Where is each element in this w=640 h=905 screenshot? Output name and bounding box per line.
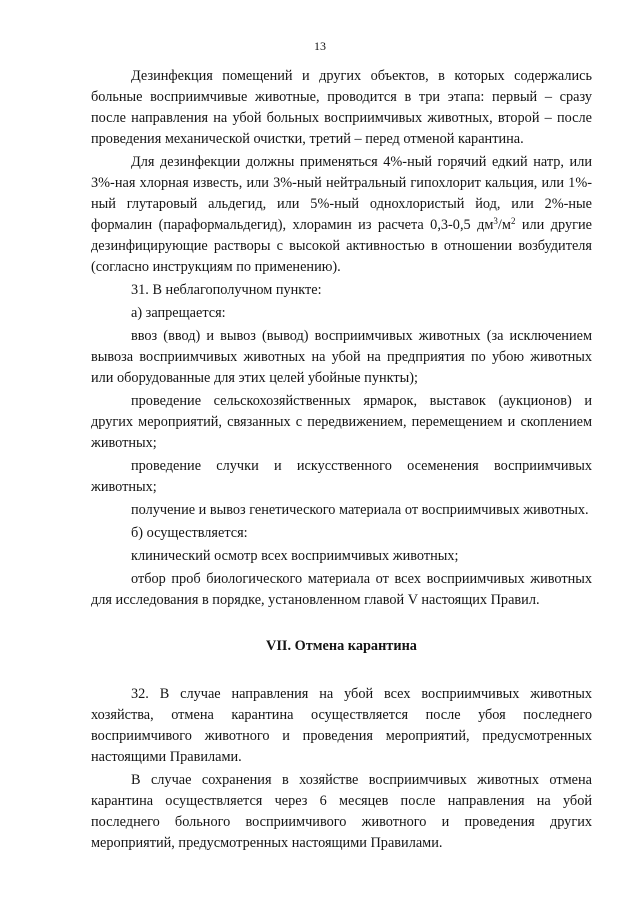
disinfectants-text: Для дезинфекции должны применяться 4%-ный горячий едкий натр, или 3%-ная хлорная известь, или 3%-ный нейтральный гипохлорит кальция, или 1%-ный глутаровый альдегид, или 5%-ный однохлористый йод, или 2%-ные формалин (параформальдегид), хлорамин из расчета 0,3-0,5 дм: [91, 154, 592, 233]
paragraph-quarantine-lifting: В случае сохранения в хозяйстве восприимчивых животных отмена карантина осуществляется через 6 месяцев после направления на убой последнего больного восприимчивого животного и проведения других мероприятий, предусмотренных настоящими Правилами.: [91, 772, 592, 851]
disinfectants-text-continued: или другие дезинфицирующие растворы с высокой активностью в отношении возбудителя (согласно инструкциям по применению).: [91, 217, 592, 275]
paragraph-disinfection-stages: Дезинфекция помещений и других объектов, в которых содержались больные восприимчивые животные, проводится в три этапа: первый – сразу после направления на убой больных восприимчивых животных, второй – после проведения механической очистки, третий – перед отменой карантина.: [91, 68, 592, 147]
paragraph-performed: б) осуществляется:: [131, 525, 248, 541]
paragraph-fairs: проведение сельскохозяйственных ярмарок, выставок (аукционов) и других мероприятий, связанных с передвижением, перемещением и скоплением животных;: [91, 393, 592, 451]
unit-exponent-3: 3: [493, 216, 498, 226]
paragraph-genetic-material: получение и вывоз генетического материала от восприимчивых животных.: [131, 502, 589, 518]
section-heading: VII. Отмена карантина: [266, 638, 417, 654]
paragraph-prohibited: а) запрещается:: [131, 305, 226, 321]
paragraph-31: 31. В неблагополучном пункте:: [131, 282, 322, 298]
paragraph-32: 32. В случае направления на убой всех восприимчивых животных хозяйства, отмена карантина осуществляется после убоя последнего восприимчивого животного и проведения мероприятий, предусмотренных настоящими Правилами.: [91, 686, 592, 765]
paragraph-entry-exit: ввоз (ввод) и вывоз (вывод) восприимчивых животных (за исключением вывоза восприимчивых животных на убой на предприятия по убою животных или оборудованные для этих целей убойные пункты);: [91, 328, 592, 386]
page-number: 13: [314, 39, 326, 53]
unit-exponent-2: 2: [510, 216, 516, 226]
unit-per-m: /м: [497, 217, 511, 233]
paragraph-disinfectants: [91, 152, 592, 278]
paragraph-sampling: отбор проб биологического материала от всех восприимчивых животных для исследования в порядке, установленном главой V настоящих Правил.: [91, 571, 592, 608]
document-body: [91, 66, 592, 854]
paragraph-mating: проведение случки и искусственного осеменения восприимчивых животных;: [91, 458, 592, 495]
paragraph-clinical-exam: клинический осмотр всех восприимчивых животных;: [131, 548, 459, 564]
